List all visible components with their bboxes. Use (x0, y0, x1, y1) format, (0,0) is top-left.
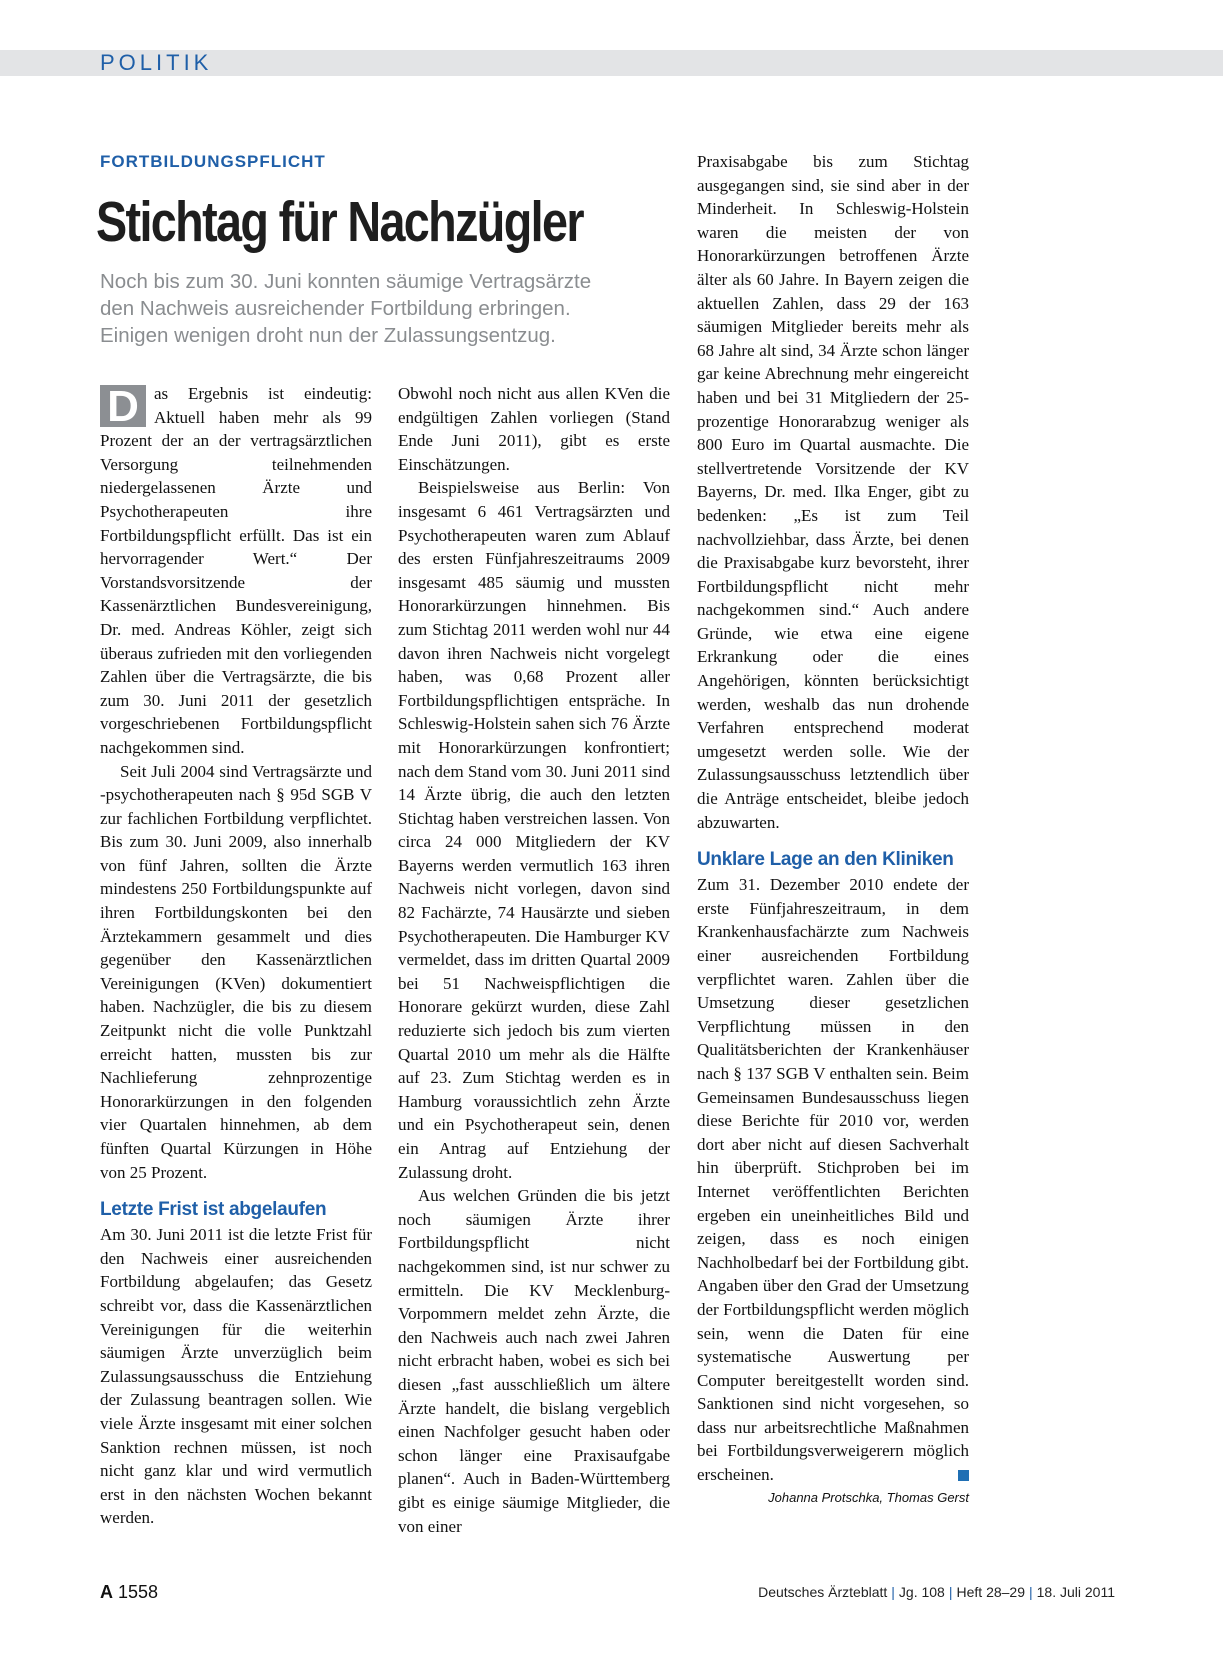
text-column-1 (100, 382, 372, 1530)
paragraph-text: Zum 31. Dezember 2010 endete der erste Fünfjahreszeitraum, in dem Krankenhausfachärzte zum Nachweis einer ausreichenden Fortbildung verpflichtet waren. Zahlen über die Umsetzung dieser gesetzlichen Verpflichtung müssen in den Qualitätsberichten der Krankenhäuser nach § 137 SGB V enthalten sein. Beim Gemeinsamen Bundesausschuss liegen diese Berichte für 2010 vor, werden dort aber nicht auf diesen Sachverhalt hin überprüft. Stichproben bei im Internet veröffentlichten Berichten ergeben ein uneinheitliches Bild und zeigen, dass es noch einigen Nachholbedarf bei der Fortbildung gibt. Angaben über den Grad der Umsetzung der Fortbildungspflicht werden möglich sein, wenn die Daten für eine systematische Auswertung per Computer bereitgestellt worden sind. Sanktionen sind nicht vorgesehen, so dass nur arbeitsrechtliche Maßnahmen bei Fortbildungsverweigerern möglich erscheinen. (697, 875, 969, 1485)
lead-line: Einigen wenigen droht nun der Zulassungsentzug. (100, 324, 556, 347)
subheading: Letzte Frist ist abgelaufen (100, 1199, 327, 1221)
article-authors: Johanna Protschka, Thomas Gerst (768, 1489, 969, 1505)
folio-letter: A (100, 1582, 113, 1602)
separator: | (891, 1584, 895, 1600)
separator: | (1029, 1584, 1033, 1600)
drop-cap: D (100, 385, 146, 427)
lead-line: den Nachweis ausreichender Fortbildung erbringen. (100, 297, 571, 320)
article-headline: Stichtag für Nachzügler (96, 190, 583, 254)
journal-name: Deutsches Ärzteblatt (758, 1584, 888, 1600)
footer-info (758, 1584, 1115, 1600)
paragraph: Beispielsweise aus Berlin: Von insgesamt 6 461 Vertragsärzten und Psychotherapeuten waren zum Ablauf des ersten Fünfjahreszeitraums 2009 insgesamt 485 säumig und mussten Honorarkürzungen hinnehmen. Bis zum Stichtag 2011 werden wohl nur 44 davon ihren Nachweis nicht vorgelegt haben, was 0,68 Prozent aller Fortbildungspflichtigen entspräche. In Schleswig-Holstein sahen sich 76 Ärzte mit Honorarkürzungen konfrontiert; nach dem Stand vom 30. Juni 2011 sind 14 Ärzte übrig, die auch den letzten Stichtag haben verstreichen lassen. Von circa 24 000 Mitgliedern der KV Bayerns werden vermutlich 163 ihren Nachweis nicht vorlegen, davon sind 82 Fachärzte, 74 Hausärzte und sieben Psychotherapeuten. Die Hamburger KV vermeldet, dass im dritten Quartal 2009 bei 51 Nachweispflichtigen die Honorare gekürzt wurden, diese Zahl reduzierte sich jedoch bis zum vierten Quartal 2010 um mehr als die Hälfte auf 23. Zum Stichtag werden es in Hamburg voraussichtlich zehn Ärzte und ein Psychotherapeut sein, denen ein Antrag auf Entziehung der Zulassung droht. (398, 478, 670, 1182)
separator: | (948, 1584, 953, 1600)
page-number (100, 1582, 158, 1603)
article-lead (100, 268, 680, 349)
journal-date: 18. Juli 2011 (1036, 1584, 1115, 1600)
paragraph (697, 873, 969, 1486)
paragraph: Praxisabgabe bis zum Stichtag ausgegangen sind, sie sind aber in der Minderheit. In Schleswig-Holstein waren die meisten der von Honorarkürzungen betroffenen Ärzte älter als 60 Jahre. In Bayern zeigen die aktuellen Zahlen, dass 29 der 163 säumigen Mitglieder bereits mehr als 68 Jahre alt sind, 34 Ärzte schon länger gar keine Abrechnung mehr eingereicht haben und bei 31 Mitgliedern der 25-prozentige Honorarabzug weniger als 800 Euro im Quartal ausmachte. Die stellvertretende Vorsitzende der KV Bayerns, Dr. med. Ilka Enger, gibt zu bedenken: „Es ist zum Teil nachvollziehbar, dass Ärzte, bei denen die Praxisabgabe kurz bevorsteht, ihrer Fortbildungspflicht nicht mehr nachgekommen sind.“ Auch andere Gründe, wie etwa eine eigene Erkrankung oder die eines Angehörigen, könnten berücksichtigt werden, weshalb das nun drohende Verfahren entsprechend moderat umgesetzt werden solle. Wie der Zulassungsausschuss letztendlich über die Anträge entscheidet, bleibe jedoch abzuwarten. (697, 152, 969, 832)
journal-volume: Jg. 108 (898, 1584, 945, 1600)
journal-issue: Heft 28–29 (956, 1584, 1025, 1600)
end-mark-icon (958, 1470, 969, 1481)
text-column-2 (398, 382, 670, 1538)
paragraph: Seit Juli 2004 sind Vertragsärzte und -psychotherapeuten nach § 95d SGB V zur fachlichen Fortbildung verpflichtet. Bis zum 30. Juni 2009, also innerhalb von fünf Jahren, sollten die Ärzte mindestens 250 Fortbildungspunkte auf ihren Fortbildungskonten bei den Ärztekammern gesammelt und dies gegenüber den Kassenärztlichen Vereinigungen (KVen) dokumentiert haben. Nachzügler, die bis zu diesem Zeitpunkt nicht die volle Punktzahl erreicht hatten, mussten bis zur Nachlieferung zehnprozentige Honorarkürzungen in den folgenden vier Quartalen hinnehmen, ab dem fünften Quartal Kürzungen in Höhe von 25 Prozent. (100, 761, 372, 1182)
folio-number: 1558 (118, 1582, 159, 1602)
article-kicker: FORTBILDUNGSPFLICHT (100, 152, 326, 171)
paragraph: Aus welchen Gründen die bis jetzt noch säumigen Ärzte ihrer Fortbildungspflicht nicht nachgekommen sind, ist nur schwer zu ermitteln. Die KV Mecklenburg-Vorpommern meldet zehn Ärzte, die den Nachweis auch nach zwei Jahren nicht erbracht haben, wobei es sich bei diesen „fast ausschließlich um ältere Ärzte handelt, die bislang vergeblich einen Nachfolger gesucht haben oder schon länger eine Praxisaufgabe planen“. Auch in Baden-Württemberg gibt es einige säumige Mitglieder, die von einer (398, 1186, 670, 1536)
paragraph: Am 30. Juni 2011 ist die letzte Frist für den Nachweis einer ausreichenden Fortbildung abgelaufen; das Gesetz schreibt vor, dass die Kassenärztlichen Vereinigungen für die weiterhin säumigen Ärzte unverzüglich beim Zulassungsausschuss die Entziehung der Zulassung beantragen sollen. Wie viele Ärzte insgesamt mit einer solchen Sanktion rechnen müssen, ist noch nicht ganz klar und wird vermutlich erst in den nächsten Wochen bekannt werden. (100, 1225, 372, 1528)
subheading: Unklare Lage an den Kliniken (697, 849, 954, 871)
section-label: POLITIK (100, 50, 213, 75)
paragraph: Obwohl noch nicht aus allen KVen die endgültigen Zahlen vorliegen (Stand Ende Juni 2011), gibt es erste Einschätzungen. (398, 384, 670, 474)
paragraph-text: as Ergebnis ist eindeutig: Aktuell haben mehr als 99 Prozent der an der vertragsärztlichen Versorgung teilnehmenden niedergelassenen Ärzte und Psychotherapeuten ihre Fortbildungspflicht erfüllt. Das ist ein hervorragender Wert.“ Der Vorstandsvorsitzende der Kassenärztlichen Bundesvereinigung, Dr. med. Andreas Köhler, zeigt sich überaus zufrieden mit den vorliegenden Zahlen über die Vertragsärzte, die bis zum 30. Juni 2011 der gesetzlich vorgeschriebenen Fortbildungspflicht nachgekommen sind. (100, 384, 372, 757)
paragraph (100, 382, 372, 760)
text-column-3 (697, 150, 969, 1508)
lead-line: Noch bis zum 30. Juni konnten säumige Vertragsärzte (100, 270, 592, 293)
